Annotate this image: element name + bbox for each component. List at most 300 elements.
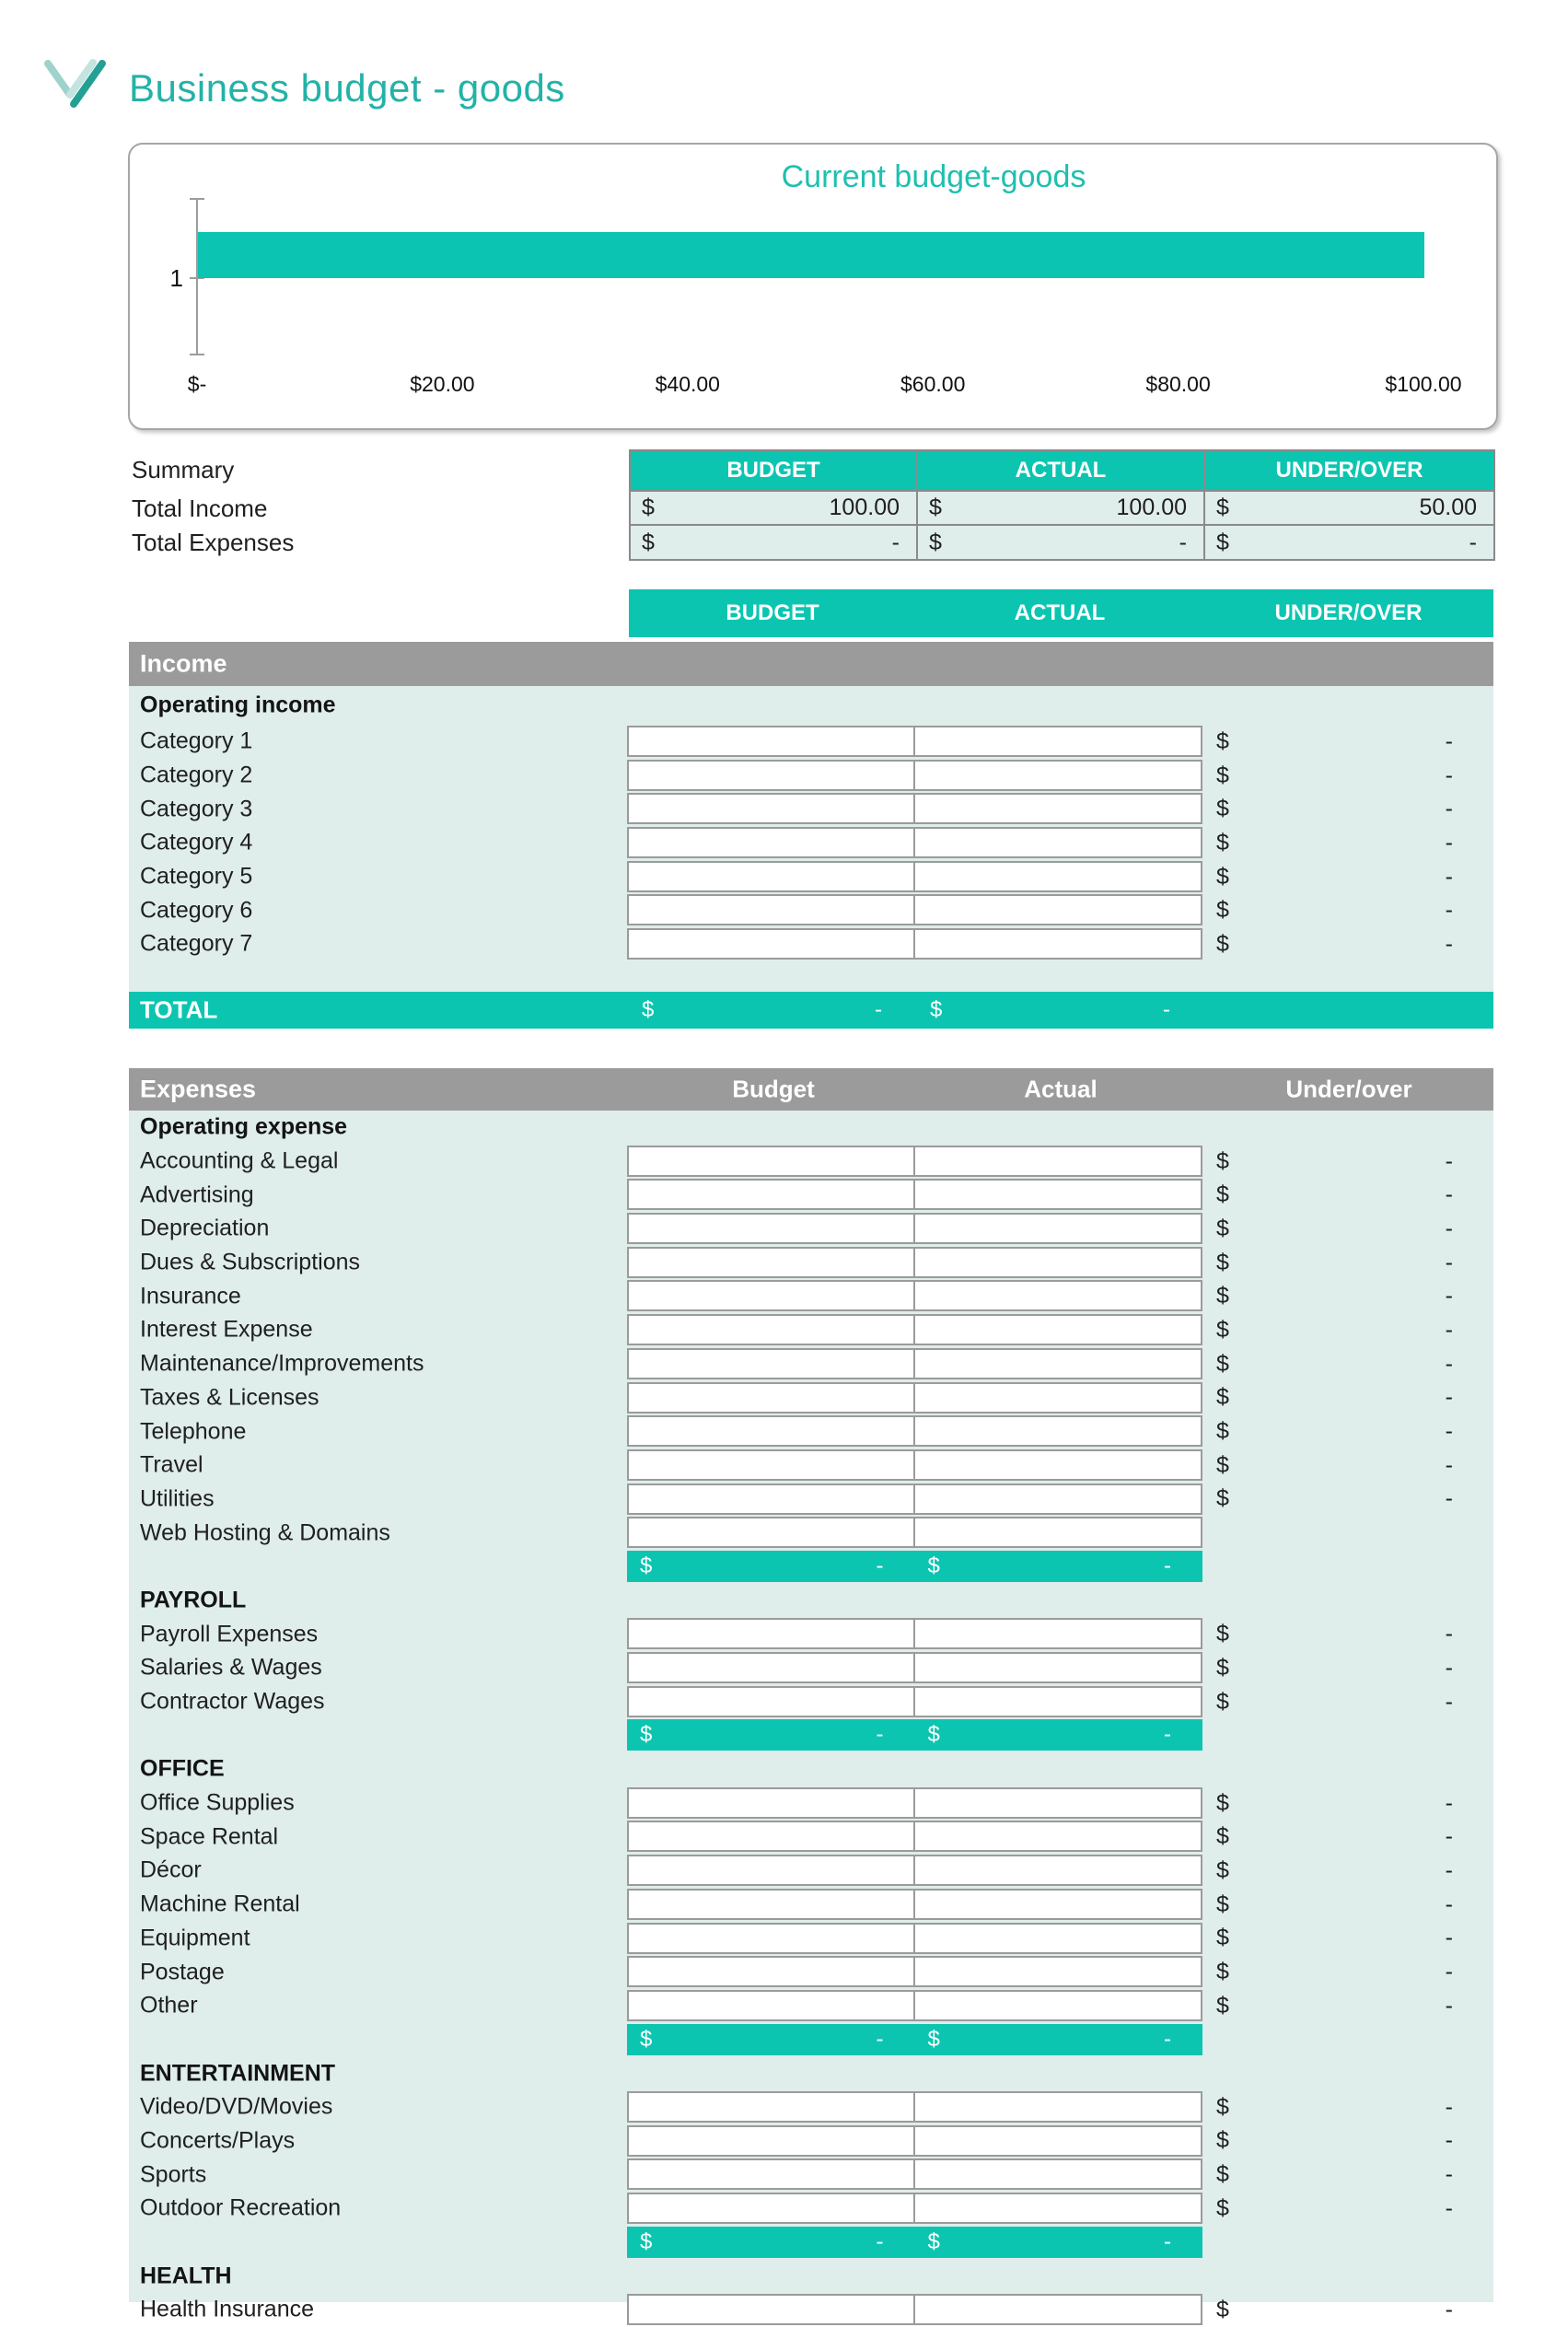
actual-input-cell[interactable] [915,1620,1201,1647]
row-label: Office Supplies [140,1789,295,1816]
value: - [1445,863,1453,890]
table-row [129,1685,1493,1719]
actual-input-cell[interactable] [915,1215,1201,1242]
chart-x-tick-label: $100.00 [1385,372,1462,396]
budget-input-cell[interactable] [629,1620,915,1647]
value: - [1445,1147,1453,1174]
value: - [1445,1451,1453,1478]
actual-input-cell[interactable] [915,2127,1201,2155]
budget-input-cell[interactable] [629,1384,915,1412]
row-input-cells [627,1821,1202,1852]
table-row [129,1786,1493,1821]
row-input-cells [627,1213,1202,1244]
underover-value [1216,1888,1453,1922]
budget-input-cell[interactable] [629,896,915,924]
row-input-cells [627,1787,1202,1819]
row-input-cells [627,1314,1202,1345]
value: - [1445,1316,1453,1343]
actual-input-cell[interactable] [915,1688,1201,1716]
row-label: Telephone [140,1418,247,1445]
value: - [1445,930,1453,957]
underover-value [1216,1246,1453,1280]
value: - [1445,1856,1453,1883]
actual-input-cell[interactable] [915,2093,1201,2121]
actual-input-cell[interactable] [915,1350,1201,1378]
actual-input-cell[interactable] [915,1891,1201,1918]
row-label: Travel [140,1451,203,1478]
table-row [129,725,1493,759]
table-row [129,2158,1493,2192]
currency-symbol: $ [1216,1418,1229,1445]
row-label: Concerts/Plays [140,2127,296,2154]
actual-input-cell[interactable] [915,1856,1201,1884]
actual-input-cell[interactable] [915,727,1201,755]
budget-input-cell[interactable] [629,930,915,958]
row-label: Outdoor Recreation [140,2194,342,2221]
table-row [129,826,1493,860]
table-row [129,2124,1493,2158]
currency-symbol: $ [640,1722,653,1748]
budget-input-cell[interactable] [629,1654,915,1681]
expense-group-header [129,2259,1493,2293]
group-subtotal-row [129,1550,1493,1584]
chart-x-tick-label: $60.00 [900,372,966,396]
row-input-cells [627,928,1202,960]
currency-symbol: $ [1216,829,1229,855]
actual-input-cell[interactable] [915,2194,1201,2222]
income-rows [129,725,1493,961]
income-section-band [129,642,1493,686]
currency-symbol: $ [1216,1384,1229,1411]
budget-input-cell[interactable] [629,727,915,755]
budget-input-cell[interactable] [629,1417,915,1445]
underover-value [1216,826,1453,860]
value: - [1445,1688,1453,1715]
chart-y-tick [190,354,204,355]
value: - [875,997,882,1022]
subtotal-cell [915,2227,1203,2258]
row-input-cells [627,861,1202,892]
table-row [129,1820,1493,1854]
currency-symbol: $ [927,1553,940,1578]
underover-value [1216,1178,1453,1212]
actual-input-cell[interactable] [915,1181,1201,1208]
summary-table [629,449,1495,561]
income-total-row [129,992,1493,1029]
budget-input-cell[interactable] [629,1350,915,1378]
row-label: Category 4 [140,829,253,855]
currency-symbol: $ [929,494,942,520]
actual-input-cell[interactable] [915,1518,1201,1546]
currency-symbol: $ [1216,2161,1229,2188]
row-label: Category 2 [140,762,253,788]
value: - [1164,2228,1171,2254]
actual-input-cell[interactable] [915,1485,1201,1513]
summary-column-header-actual: ACTUAL [918,451,1205,490]
currency-symbol: $ [1216,1215,1229,1241]
summary-cell-income-actual [918,490,1205,524]
currency-symbol: $ [1216,897,1229,924]
budget-input-cell[interactable] [629,1891,915,1918]
underover-value [1216,927,1453,961]
row-input-cells [627,726,1202,757]
row-label: Category 5 [140,863,253,890]
summary-cell-income-budget [631,490,918,524]
subtotal-cell [627,1551,915,1582]
row-input-cells [627,1415,1202,1447]
currency-symbol: $ [640,1553,653,1578]
expenses-column-header-actual: Actual [1024,1075,1098,1103]
budget-input-cell[interactable] [629,795,915,822]
chart-category-label: 1 [169,264,183,292]
value: - [1445,1823,1453,1850]
row-label: Category 6 [140,897,253,924]
value: - [876,1553,884,1578]
table-row [129,1922,1493,1956]
currency-symbol: $ [1216,1621,1229,1647]
value: - [1164,2026,1171,2052]
income-total-label: TOTAL [140,995,218,1024]
row-input-cells [627,894,1202,925]
underover-value [1216,1820,1453,1854]
value: - [1445,1925,1453,1951]
summary-cell-expenses-underover [1205,524,1493,559]
table-row [129,2192,1493,2226]
underover-value [1216,1989,1453,2023]
row-input-cells [627,1855,1202,1886]
underover-value [1216,1854,1453,1888]
expenses-column-header-budget: Budget [732,1075,815,1103]
budget-input-cell[interactable] [629,1789,915,1817]
row-input-cells [627,2193,1202,2224]
income-column-header-actual: ACTUAL [1014,600,1106,625]
value: - [1445,1891,1453,1917]
currency-symbol: $ [929,529,942,555]
budget-input-cell[interactable] [629,2194,915,2222]
budget-input-cell[interactable] [629,1215,915,1242]
row-label: Machine Rental [140,1891,300,1917]
table-row [129,927,1493,961]
expense-groups [129,1111,1493,2327]
currency-symbol: $ [927,2228,940,2254]
table-row [129,1347,1493,1381]
currency-symbol: $ [1216,727,1229,754]
table-row [129,2293,1493,2327]
subtotal-cell [915,1551,1203,1582]
underover-value [1216,792,1453,826]
budget-input-cell[interactable] [629,829,915,856]
budget-input-cell[interactable] [629,1451,915,1479]
currency-symbol: $ [1216,2296,1229,2322]
row-label: Other [140,1992,198,2019]
currency-symbol: $ [1216,762,1229,788]
value: - [1445,1350,1453,1377]
table-row [129,1414,1493,1449]
row-label: Advertising [140,1181,254,1208]
budget-input-cell[interactable] [629,1856,915,1884]
subtotal-cell [627,1719,915,1751]
budget-input-cell[interactable] [629,1249,915,1276]
currency-symbol: $ [640,2026,653,2052]
value: 50.00 [1419,494,1477,520]
value: - [1445,2296,1453,2322]
row-input-cells [627,1247,1202,1278]
underover-value [1216,1313,1453,1347]
value: - [1445,1384,1453,1411]
row-label: Utilities [140,1485,215,1512]
currency-symbol: $ [930,997,943,1022]
row-input-cells [627,1652,1202,1683]
currency-symbol: $ [1216,2194,1229,2221]
budget-input-cell[interactable] [629,1485,915,1513]
currency-symbol: $ [1216,2093,1229,2120]
actual-input-cell[interactable] [915,1384,1201,1412]
currency-symbol: $ [642,529,655,555]
budget-input-cell[interactable] [629,1316,915,1344]
underover-value [1216,1279,1453,1313]
subtotal-cell [915,1719,1203,1751]
chart-x-tick-label: $- [187,372,207,396]
chart-y-tick [190,198,204,200]
chart-x-tick-label: $20.00 [410,372,475,396]
summary-column-header-underover: UNDER/OVER [1205,451,1493,490]
row-input-cells [627,1990,1202,2021]
table-row [129,1617,1493,1651]
row-input-cells [627,1146,1202,1177]
actual-input-cell[interactable] [915,1992,1201,2019]
currency-symbol: $ [1216,1181,1229,1208]
budget-input-cell[interactable] [629,2296,915,2323]
actual-input-cell[interactable] [915,1451,1201,1479]
expense-group-label: OFFICE [140,1755,225,1782]
actual-input-cell[interactable] [915,2160,1201,2188]
table-row [129,1381,1493,1415]
row-label: Category 7 [140,930,253,957]
summary-row-label-total-expenses: Total Expenses [132,529,295,556]
currency-symbol: $ [1216,2127,1229,2154]
currency-symbol: $ [640,2228,653,2254]
currency-symbol: $ [642,997,655,1022]
budget-input-cell[interactable] [629,1822,915,1850]
value: - [1445,796,1453,822]
table-row [129,1516,1493,1550]
table-row [129,1449,1493,1483]
value: - [1445,2161,1453,2188]
value: - [891,529,900,555]
row-label: Depreciation [140,1215,270,1241]
actual-input-cell[interactable] [915,1316,1201,1344]
group-subtotal-bar [627,2227,1202,2258]
underover-value [1216,1212,1453,1246]
row-label: Category 1 [140,727,253,754]
actual-input-cell[interactable] [915,1789,1201,1817]
row-input-cells [627,1889,1202,1920]
subtotal-cell [915,2024,1203,2055]
row-label: Maintenance/Improvements [140,1350,424,1377]
row-input-cells [627,1179,1202,1210]
row-label: Interest Expense [140,1316,313,1343]
value: - [1445,1654,1453,1681]
actual-input-cell[interactable] [915,829,1201,856]
summary-label: Summary [132,456,235,483]
subtotal-cell [627,2227,915,2258]
currency-symbol: $ [1216,1147,1229,1174]
budget-input-cell[interactable] [629,1958,915,1985]
table-row [129,1145,1493,1179]
budget-input-cell[interactable] [629,2093,915,2121]
currency-symbol: $ [1216,1856,1229,1883]
currency-symbol: $ [1216,1688,1229,1715]
currency-symbol: $ [1216,1451,1229,1478]
budget-input-cell[interactable] [629,1688,915,1716]
row-label: Sports [140,2161,207,2188]
value: - [1445,1992,1453,2019]
value: - [1445,829,1453,855]
budget-input-cell[interactable] [629,1147,915,1175]
actual-input-cell[interactable] [915,1822,1201,1850]
underover-value [1216,893,1453,927]
chart-title: Current budget-goods [781,159,1086,194]
value: - [1445,2127,1453,2154]
expenses-band-title: Expenses [140,1075,257,1103]
group-subtotal-bar [627,1719,1202,1751]
value: 100.00 [829,494,900,520]
income-group-header [129,686,1493,725]
group-subtotal-row [129,2023,1493,2057]
value: - [1164,1722,1171,1748]
table-row [129,1313,1493,1347]
budget-input-cell[interactable] [629,1925,915,1952]
expenses-column-header-underover: Under/over [1285,1075,1412,1103]
row-label: Décor [140,1856,202,1883]
income-band-title: Income [140,649,227,678]
row-input-cells [627,1280,1202,1311]
summary-cell-expenses-actual [918,524,1205,559]
table-row [129,1178,1493,1212]
actual-input-cell[interactable] [915,863,1201,890]
group-subtotal-row [129,1718,1493,1752]
underover-value [1216,1414,1453,1449]
underover-value [1216,1685,1453,1719]
currency-symbol: $ [1216,1959,1229,1985]
income-group-label: Operating income [140,692,336,718]
actual-input-cell[interactable] [915,1249,1201,1276]
actual-input-cell[interactable] [915,930,1201,958]
row-input-cells [627,1618,1202,1649]
row-input-cells [627,827,1202,858]
actual-input-cell[interactable] [915,1958,1201,1985]
value: - [876,1722,884,1748]
row-input-cells [627,760,1202,791]
table-row [129,759,1493,793]
row-label: Web Hosting & Domains [140,1519,390,1546]
row-input-cells [627,2091,1202,2123]
table-row [129,792,1493,826]
underover-value [1216,1955,1453,1989]
chart-bar-series [198,232,1424,278]
row-input-cells [627,2158,1202,2190]
table-row [129,1483,1493,1517]
row-label: Space Rental [140,1823,279,1850]
actual-input-cell[interactable] [915,762,1201,789]
table-row [129,1651,1493,1685]
budget-input-cell[interactable] [629,863,915,890]
actual-input-cell[interactable] [915,1417,1201,1445]
budget-input-cell[interactable] [629,762,915,789]
group-subtotal-bar [627,1551,1202,1582]
table-row [129,1279,1493,1313]
currency-symbol: $ [927,2026,940,2052]
budget-input-cell[interactable] [629,2160,915,2188]
actual-input-cell[interactable] [915,1147,1201,1175]
actual-input-cell[interactable] [915,795,1201,822]
value: - [1445,2093,1453,2120]
chart-x-tick-label: $40.00 [655,372,720,396]
currency-symbol: $ [1216,1350,1229,1377]
table-row [129,1854,1493,1888]
brand-checkmark-icon [39,52,110,112]
budget-input-cell[interactable] [629,1518,915,1546]
actual-input-cell[interactable] [915,1925,1201,1952]
expense-group-header [129,1584,1493,1618]
underover-value [1216,1145,1453,1179]
actual-input-cell[interactable] [915,1282,1201,1309]
income-section [129,686,1493,1029]
underover-value [1216,1347,1453,1381]
currency-symbol: $ [1216,1249,1229,1275]
currency-symbol: $ [1216,1789,1229,1816]
row-input-cells [627,1382,1202,1414]
table-row [129,2090,1493,2124]
currency-symbol: $ [1216,1925,1229,1951]
chart-x-tick-label: $80.00 [1145,372,1211,396]
underover-value [1216,2090,1453,2124]
budget-input-cell[interactable] [629,2127,915,2155]
table-row [129,1212,1493,1246]
underover-value [1216,1483,1453,1517]
underover-value [1216,1786,1453,1821]
expense-group-label: ENTERTAINMENT [140,2060,336,2087]
income-total-budget [627,992,915,1029]
row-input-cells [627,1923,1202,1954]
actual-input-cell[interactable] [915,896,1201,924]
underover-value [1216,725,1453,759]
page-title: Business budget - goods [129,66,565,110]
row-input-cells [627,2294,1202,2325]
row-input-cells [627,1348,1202,1379]
expense-group-label: HEALTH [140,2263,232,2289]
underover-value [1216,2124,1453,2158]
income-column-headers [629,589,1493,637]
row-label: Equipment [140,1925,250,1951]
currency-symbol: $ [1216,930,1229,957]
expense-group-header [129,1752,1493,1786]
underover-value [1216,2158,1453,2192]
actual-input-cell[interactable] [915,1654,1201,1681]
budget-input-cell[interactable] [629,1992,915,2019]
table-row [129,860,1493,894]
row-label: Accounting & Legal [140,1147,339,1174]
budget-input-cell[interactable] [629,1181,915,1208]
currency-symbol: $ [1216,494,1229,520]
value: - [1445,1283,1453,1309]
actual-input-cell[interactable] [915,2296,1201,2323]
expenses-section-band [129,1068,1493,1111]
row-label: Contractor Wages [140,1688,325,1715]
budget-input-cell[interactable] [629,1282,915,1309]
budget-chart [128,143,1498,430]
value: - [1445,1249,1453,1275]
